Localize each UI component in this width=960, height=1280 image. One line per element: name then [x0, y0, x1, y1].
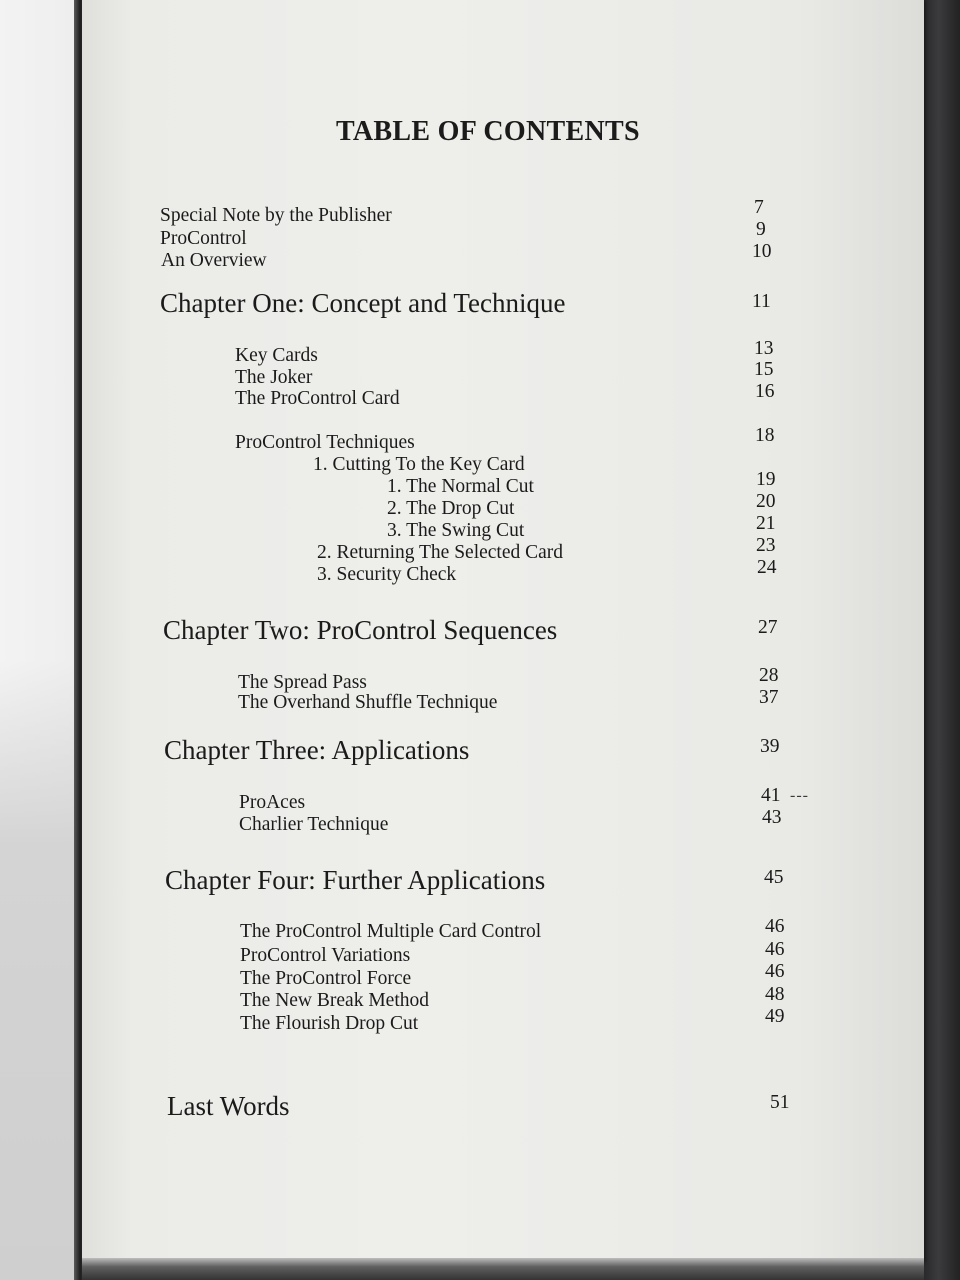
toc-entry-label: 2. The Drop Cut [387, 498, 515, 519]
toc-entry-label: ProControl Techniques [235, 432, 415, 453]
toc-chapter-heading: Chapter Four: Further Applications [165, 865, 546, 895]
toc-entry-page: 49 [765, 1006, 785, 1027]
toc-chapter-heading: Chapter One: Concept and Technique [160, 288, 566, 318]
toc-entry-label: The ProControl Force [240, 968, 412, 989]
toc-entry-label: 1. The Normal Cut [387, 476, 534, 497]
toc-entry-page: 43 [762, 807, 782, 828]
toc-entry-label: The Joker [235, 367, 313, 388]
toc-entry-label: The New Break Method [240, 990, 429, 1011]
toc-entry-page: 39 [760, 736, 780, 757]
pencil-margin-mark: --- [790, 787, 809, 804]
toc-entry-label: The ProControl Card [235, 388, 400, 409]
toc-chapter-heading: Chapter Two: ProControl Sequences [163, 615, 558, 645]
toc-entry-page: 13 [754, 338, 774, 359]
toc-entry-page: 16 [755, 381, 775, 402]
toc-entry-page: 23 [756, 535, 776, 556]
toc-entry-label: The Overhand Shuffle Technique [238, 692, 498, 713]
toc-entry-label: 2. Returning The Selected Card [317, 542, 564, 563]
page-bottom-edge [82, 1258, 924, 1280]
toc-entry-page: 11 [752, 291, 771, 312]
toc-entry-page: 20 [756, 491, 776, 512]
toc-entry-label: An Overview [161, 250, 267, 271]
toc-entry-page: 19 [756, 469, 776, 490]
toc-entry-page: 7 [754, 197, 764, 218]
toc-entry-page: 37 [759, 687, 779, 708]
toc-entry-label: The Spread Pass [238, 672, 367, 693]
toc-entry-page: 45 [764, 867, 784, 888]
toc-entry-page: 46 [765, 939, 785, 960]
toc-entry-page: 46 [765, 916, 785, 937]
toc-entry-label: ProControl [160, 228, 247, 249]
page-title: TABLE OF CONTENTS [336, 116, 640, 147]
toc-entry-label: Special Note by the Publisher [160, 205, 392, 226]
toc-entry-page: 46 [765, 961, 785, 982]
toc-entry-page: 28 [759, 665, 779, 686]
toc-entry-label: 3. The Swing Cut [387, 520, 525, 541]
toc-entry-page: 51 [770, 1092, 790, 1113]
toc-entry-page: 48 [765, 984, 785, 1005]
toc-chapter-heading: Last Words [167, 1091, 290, 1121]
toc-entry-label: The ProControl Multiple Card Control [240, 921, 542, 942]
toc-entry-label: The Flourish Drop Cut [240, 1013, 419, 1034]
toc-entry-page: 27 [758, 617, 778, 638]
toc-entry-page: 10 [752, 241, 772, 262]
toc-entry-label: 1. Cutting To the Key Card [313, 454, 525, 475]
toc-entry-page: 15 [754, 359, 774, 380]
toc-chapter-heading: Chapter Three: Applications [164, 735, 470, 765]
toc-entry-page: 24 [757, 557, 777, 578]
toc-entry-page: 9 [756, 219, 766, 240]
toc-entry-page: 41 [761, 785, 781, 806]
toc-entry-page: 21 [756, 513, 776, 534]
toc-entry-label: ProControl Variations [240, 945, 411, 966]
toc-entry-page: 18 [755, 425, 775, 446]
toc-entry-label: ProAces [239, 792, 306, 813]
toc-entry-label: 3. Security Check [317, 564, 457, 585]
toc-entry-label: Charlier Technique [239, 814, 389, 835]
toc-entry-label: Key Cards [235, 345, 318, 366]
